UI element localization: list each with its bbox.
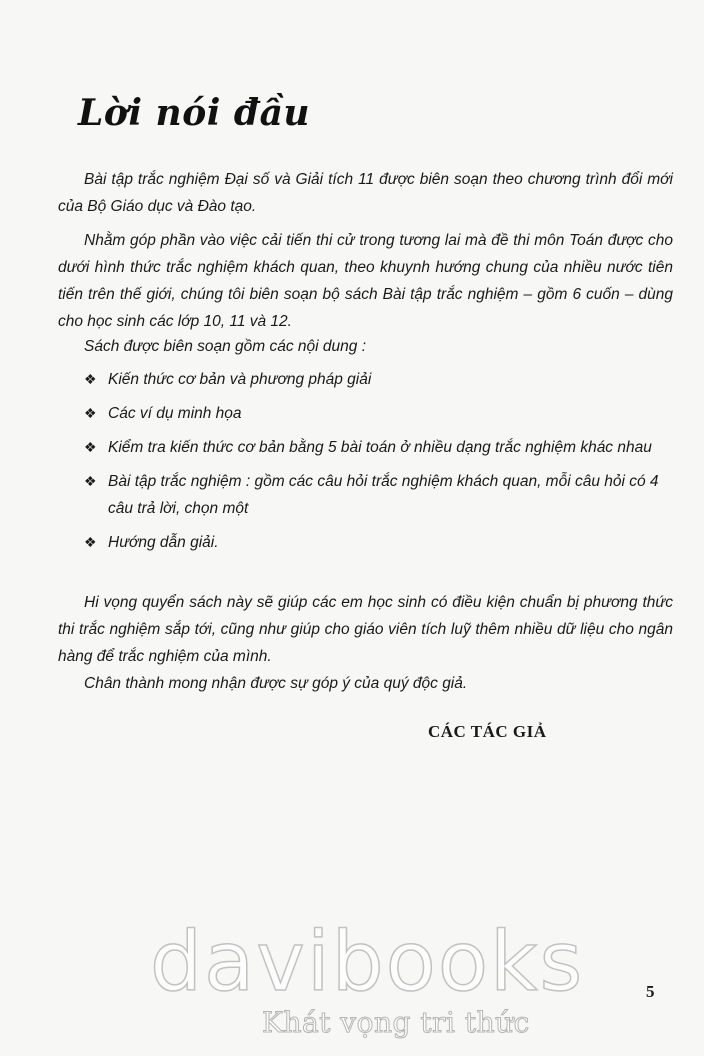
page-title: Lời nói đầu [78,92,311,134]
list-item-text: Bài tập trắc nghiệm : gồm các câu hỏi trắc nghiệm khách quan, mỗi câu hỏi có 4 câu trả lời, chọn một [108,473,659,517]
diamond-bullet-icon: ❖ [84,371,97,387]
intro-paragraph: Bài tập trắc nghiệm Đại số và Giải tích 11 được biên soạn theo chương trình đổi mới của Bộ Giáo dục và Đào tạo. [58,171,673,215]
brand-tagline-watermark: Khát vọng tri thức [262,1006,530,1039]
list-item-text: Kiểm tra kiến thức cơ bản bằng 5 bài toán ở nhiều dạng trắc nghiệm khác nhau [108,439,652,456]
diamond-bullet-icon: ❖ [84,439,97,455]
author-signature: CÁC TÁC GIẢ [428,722,547,741]
list-item [84,468,670,522]
contents-intro-paragraph: Sách được biên soạn gồm các nội dung : [84,338,367,355]
list-item-text: Kiến thức cơ bản và phương pháp giải [108,371,372,388]
contents-list [84,366,670,563]
list-item-text: Các ví dụ minh họa [108,405,242,422]
diamond-bullet-icon: ❖ [84,473,97,489]
purpose-paragraph: Nhằm góp phần vào việc cải tiến thi cử trong tương lai mà đề thi môn Toán được cho dưới hình thức trắc nghiệm khách quan, theo khuynh hướng chung của nhiều nước tiên tiến trên thế giới, chúng tôi biên soạn bộ sách Bài tập trắc nghiệm – gồm 6 cuốn – dùng cho học sinh các lớp 10, 11 và 12. [58,232,673,330]
page-number: 5 [646,982,655,1001]
diamond-bullet-icon: ❖ [84,405,97,421]
list-item [84,529,670,556]
list-item-text: Hướng dẫn giải. [108,534,219,551]
brand-watermark: davibooks [150,915,585,1010]
list-item [84,366,670,393]
diamond-bullet-icon: ❖ [84,534,97,550]
hope-paragraph: Hi vọng quyển sách này sẽ giúp các em học sinh có điều kiện chuẩn bị phương thức thi trắc nghiệm sắp tới, cũng như giúp cho giáo viên tích luỹ thêm nhiều dữ liệu cho ngân hàng để trắc nghiệm của mình. [58,594,673,665]
list-item [84,400,670,427]
list-item [84,434,670,461]
thanks-paragraph: Chân thành mong nhận được sự góp ý của quý độc giả. [84,675,468,692]
